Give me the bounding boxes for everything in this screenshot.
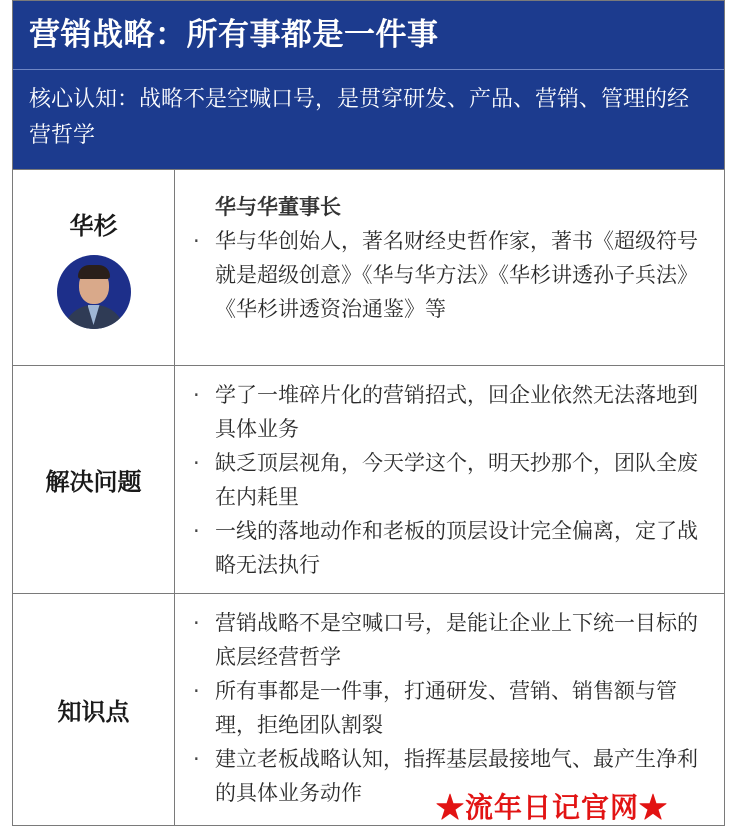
list-item (193, 606, 708, 674)
bullet-dot: · (193, 679, 200, 703)
speaker-name: 华杉 (69, 212, 118, 240)
header-divider (13, 69, 724, 70)
star-icon: ★ (436, 791, 466, 824)
knowledge-text: 营销战略不是空喊口号，是能让企业上下统一目标的底层经营哲学 (215, 611, 698, 669)
star-icon: ★ (639, 791, 669, 824)
course-card (12, 0, 725, 826)
knowledge-text: 所有事都是一件事，打通研发、营销、销售额与管理，拒绝团队割裂 (215, 679, 677, 737)
avatar-hair (78, 265, 110, 279)
bullet-dot: · (193, 451, 200, 475)
speaker-bio: 华与华创始人，著名财经史哲作家，著书《超级符号就是超级创意》《华与华方法》《华杉讲透孙子兵法》《华杉讲透资治通鉴》等 (215, 229, 698, 321)
avatar (57, 255, 131, 329)
bullet-dot: · (193, 383, 200, 407)
knowledge-label: 知识点 (13, 594, 175, 825)
bullet-dot: · (193, 611, 200, 635)
problems-label: 解决问题 (13, 366, 175, 593)
knowledge-text: 建立老板战略认知，指挥基层最接地气、最产生净利的具体业务动作 (215, 747, 698, 805)
bullet-dot: · (193, 747, 200, 771)
list-item (193, 514, 708, 582)
speaker-info (175, 170, 724, 365)
problem-text: 一线的落地动作和老板的顶层设计完全偏离，定了战略无法执行 (215, 519, 698, 577)
problems-row (13, 365, 724, 593)
bullet-dot: · (193, 229, 200, 253)
speaker-row (13, 169, 724, 365)
header (13, 1, 724, 169)
list-item (193, 674, 708, 742)
speaker-role: 华与华董事长 (215, 195, 341, 219)
page-subtitle: 核心认知：战略不是空喊口号，是贯穿研发、产品、营销、管理的经营哲学 (29, 87, 690, 148)
watermark-text: 流年日记官网 (465, 791, 640, 824)
speaker-cell (13, 170, 175, 365)
page-title: 营销战略：所有事都是一件事 (29, 17, 439, 53)
problem-text: 学了一堆碎片化的营销招式，回企业依然无法落地到具体业务 (215, 383, 698, 441)
watermark (436, 786, 668, 826)
list-item (193, 446, 708, 514)
problem-text: 缺乏顶层视角，今天学这个，明天抄那个，团队全废在内耗里 (215, 451, 698, 509)
list-item (193, 378, 708, 446)
bullet-dot: · (193, 519, 200, 543)
list-item (193, 224, 708, 326)
problems-list (175, 366, 724, 593)
